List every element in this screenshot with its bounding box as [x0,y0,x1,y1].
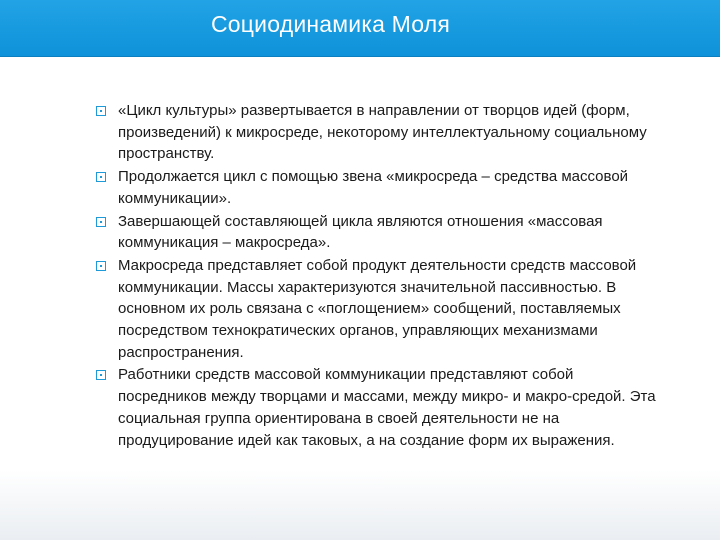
bullet-item [96,255,656,364]
square-bullet-icon [96,217,106,227]
bullet-text: Завершающей составляющей цикла являются отношения «массовая коммуникация – макросреда». [118,212,603,252]
bullet-text: «Цикл культуры» развертывается в направлении от творцов идей (форм, произведений) к микросреде, некоторому интеллектуальному социальному пространству. [118,102,647,163]
bullet-item [96,100,656,165]
square-bullet-icon [96,172,106,182]
bullet-text: Работники средств массовой коммуникации представляют собой посредников между творцами и массами, между микро- и макро-средой. Эта социальная группа ориентирована в своей деятельности не на продуцирование идей как таковых, а на создание форм их выражения. [118,366,656,449]
bullet-text: Макросреда представляет собой продукт деятельности средств массовой коммуникации. Массы характеризуются значительной пассивностью. В основном их роль связана с «поглощением» сообщений, поставляемых посредством технократических органов, управляющих механизмами распространения. [118,256,637,361]
square-bullet-icon [96,370,106,380]
bullet-item [96,364,656,451]
square-bullet-icon [96,106,106,116]
slide-title: Социодинамика Моля [211,11,451,37]
bullet-item [96,211,656,254]
title-bar [0,0,720,57]
bullet-list [96,100,656,452]
bullet-text: Продолжается цикл с помощью звена «микросреда – средства массовой коммуникации». [118,168,629,207]
bullet-item [96,166,656,209]
background-fade [0,470,720,540]
square-bullet-icon [96,261,106,271]
